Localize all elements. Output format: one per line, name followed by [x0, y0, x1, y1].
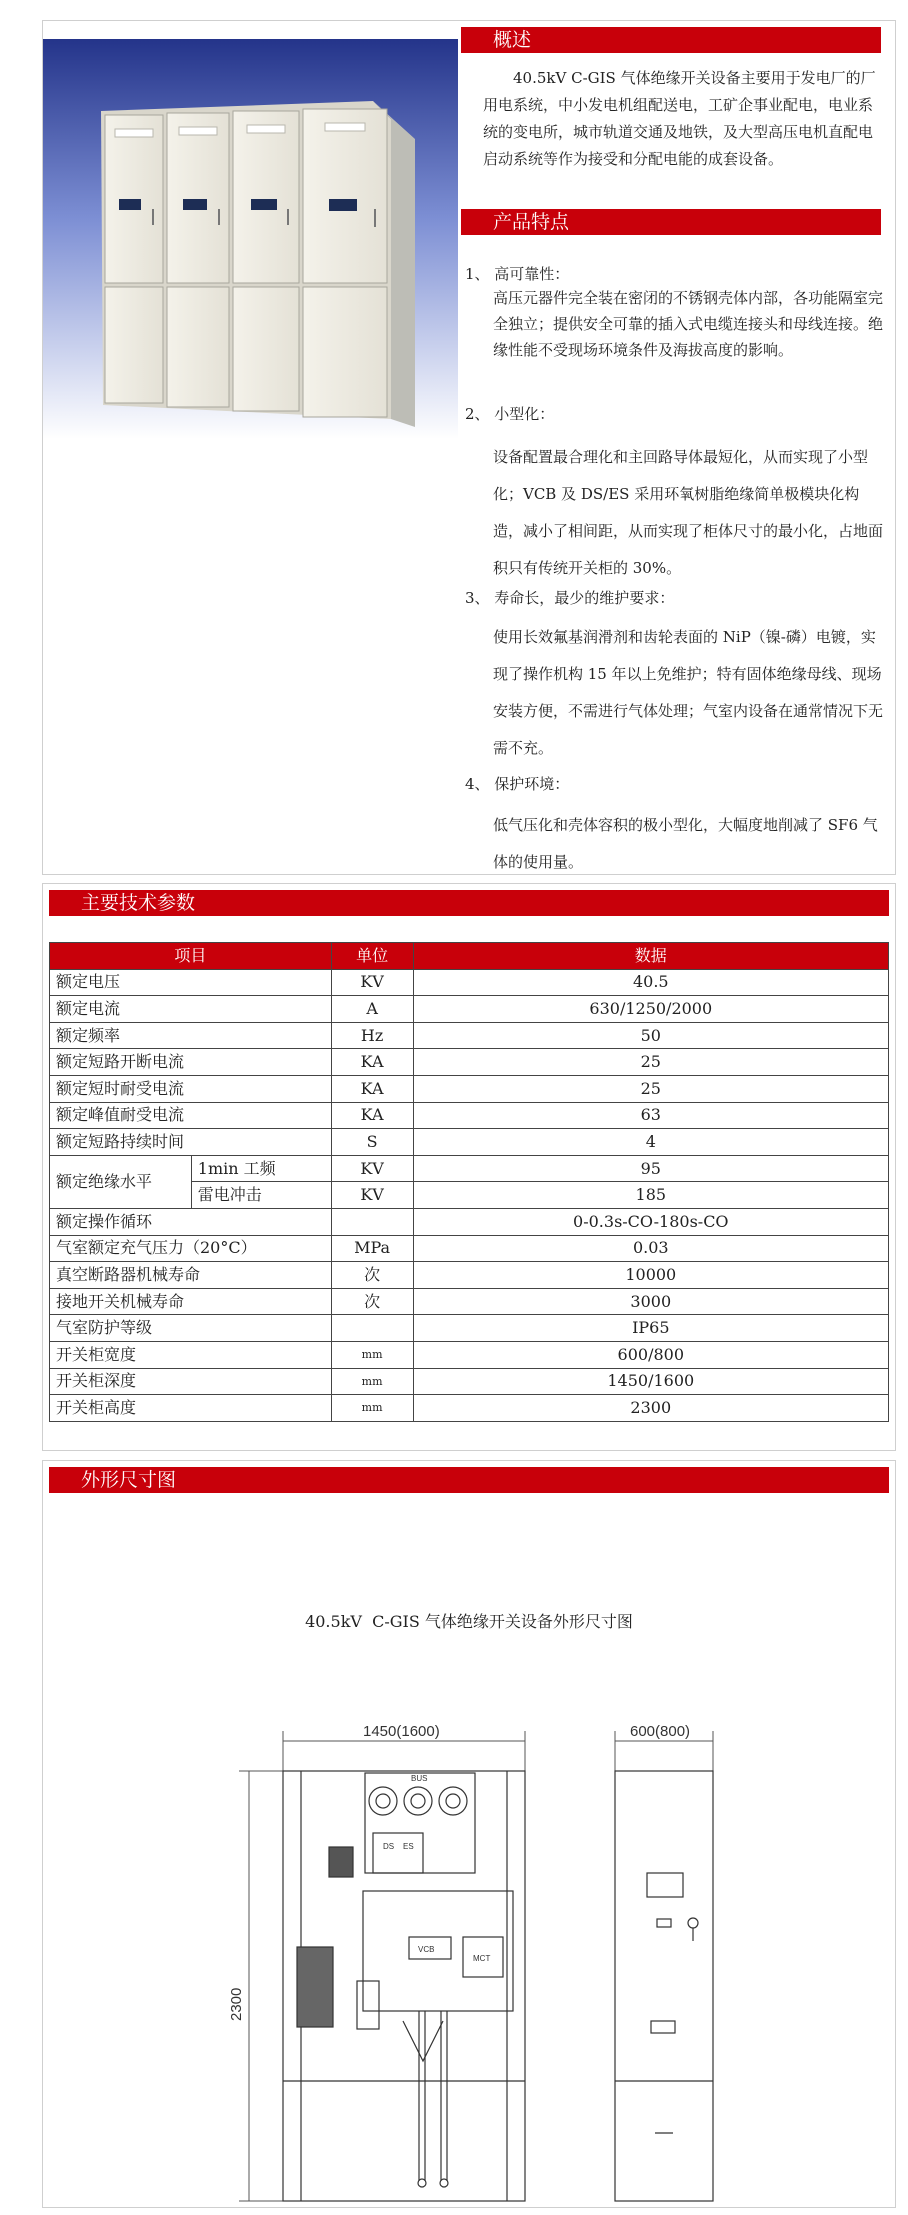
row-name: 额定操作循环	[50, 1208, 332, 1235]
table-row	[50, 969, 889, 996]
row-name: 开关柜宽度	[50, 1341, 332, 1368]
table-header-row	[50, 943, 889, 970]
row-unit: KA	[331, 1049, 413, 1076]
cabinet-group	[101, 101, 415, 427]
row-name: 额定电流	[50, 996, 332, 1023]
table-row	[50, 1395, 889, 1422]
row-name: 气室额定充气压力（20°C）	[50, 1235, 332, 1262]
table-row	[50, 1368, 889, 1395]
row-name: 开关柜高度	[50, 1395, 332, 1422]
feature-4-title: 4、 保护环境：	[465, 775, 570, 793]
table-row	[50, 1208, 889, 1235]
table-row	[50, 1235, 889, 1262]
row-name: 额定绝缘水平	[50, 1155, 192, 1208]
row-name: 额定频率	[50, 1022, 332, 1049]
row-value: 25	[413, 1049, 888, 1076]
table-row	[50, 1155, 889, 1182]
row-unit: mm	[331, 1395, 413, 1422]
row-name: 额定短时耐受电流	[50, 1075, 332, 1102]
feature-4-text: 低气压化和壳体容积的极小型化，大幅度地削减了 SF6 气体的使用量。	[493, 816, 878, 871]
row-value: 50	[413, 1022, 888, 1049]
side-view	[283, 1771, 525, 2201]
row-value: 3000	[413, 1288, 888, 1315]
table-row	[50, 996, 889, 1023]
table-row	[50, 1262, 889, 1289]
row-value: 25	[413, 1075, 888, 1102]
specs-section	[42, 883, 896, 1451]
row-name: 开关柜深度	[50, 1368, 332, 1395]
table-row	[50, 1315, 889, 1342]
row-value: 63	[413, 1102, 888, 1129]
drawing-title: 40.5kV C-GIS 气体绝缘开关设备外形尺寸图	[305, 1612, 633, 1631]
row-unit	[331, 1208, 413, 1235]
mct-label: MCT	[473, 1954, 491, 1963]
row-unit: 次	[331, 1262, 413, 1289]
header-unit: 单位	[331, 943, 413, 970]
row-value: 4	[413, 1129, 888, 1156]
vcb-label: VCB	[418, 1945, 435, 1954]
feature-1-text: 高压元器件完全装在密闭的不锈钢壳体内部，各功能隔室完全独立；提供安全可靠的插入式电缆连接头和母线连接。绝缘性能不受现场环境条件及海拔高度的影响。	[493, 289, 884, 359]
table-row	[50, 1341, 889, 1368]
overview-header: 概述	[461, 27, 881, 53]
row-name: 额定短路持续时间	[50, 1129, 332, 1156]
ds-label: DS	[383, 1842, 395, 1851]
spec-table	[49, 942, 889, 1422]
row-unit: KV	[331, 1155, 413, 1182]
es-label: ES	[403, 1842, 414, 1851]
row-unit: KA	[331, 1075, 413, 1102]
row-name: 额定峰值耐受电流	[50, 1102, 332, 1129]
features-header: 产品特点	[461, 209, 881, 235]
bus-label: BUS	[411, 1774, 428, 1783]
row-value: IP65	[413, 1315, 888, 1342]
feature-3-text: 使用长效氟基润滑剂和齿轮表面的 NiP（镍-磷）电镀，实现了操作机构 15 年以上免维护；特有固体绝缘母线、现场安装方便，不需进行气体处理；气室内设备在通常情况下无需不充。	[493, 628, 884, 757]
width-label: 600(800)	[630, 1723, 691, 1740]
table-row	[50, 1075, 889, 1102]
overview-text: 40.5kV C-GIS 气体绝缘开关设备主要用于发电厂的厂用电系统，中小发电机组配送电，工矿企事业配电，电业系统的变电所，城市轨道交通及地铁，及大型高压电机直配电启动系统等作为接受和分配电能的成套设备。	[483, 69, 876, 168]
table-row	[50, 1129, 889, 1156]
row-unit: mm	[331, 1368, 413, 1395]
row-name: 气室防护等级	[50, 1315, 332, 1342]
table-row	[50, 1049, 889, 1076]
row-value: 10000	[413, 1262, 888, 1289]
dimensions-section	[42, 1460, 896, 2208]
row-unit: mm	[331, 1341, 413, 1368]
feature-2-title: 2、 小型化：	[465, 405, 555, 423]
row-unit: S	[331, 1129, 413, 1156]
header-value: 数据	[413, 943, 888, 970]
row-value: 0.03	[413, 1235, 888, 1262]
row-name: 额定电压	[50, 969, 332, 996]
feature-3-title: 3、 寿命长，最少的维护要求：	[465, 589, 675, 607]
row-unit: 次	[331, 1288, 413, 1315]
table-row	[50, 1022, 889, 1049]
row-name: 接地开关机械寿命	[50, 1288, 332, 1315]
row-value: 630/1250/2000	[413, 996, 888, 1023]
table-row	[50, 1102, 889, 1129]
row-subname: 1min 工频	[191, 1155, 331, 1182]
row-unit: MPa	[331, 1235, 413, 1262]
table-row	[50, 1288, 889, 1315]
row-unit: KV	[331, 1182, 413, 1209]
feature-2-text: 设备配置最合理化和主回路导体最短化，从而实现了小型化；VCB 及 DS/ES 采用环氧树脂绝缘简单极模块化构造，减小了相间距，从而实现了柜体尺寸的最小化，占地面积只有传统开关柜的 30%。	[493, 448, 884, 577]
header-item: 项目	[50, 943, 332, 970]
specs-header: 主要技术参数	[49, 890, 889, 916]
front-view	[615, 1771, 713, 2201]
row-unit: Hz	[331, 1022, 413, 1049]
row-value: 95	[413, 1155, 888, 1182]
row-name: 额定短路开断电流	[50, 1049, 332, 1076]
row-name: 真空断路器机械寿命	[50, 1262, 332, 1289]
row-value: 1450/1600	[413, 1368, 888, 1395]
product-photo	[43, 39, 458, 439]
intro-section	[42, 20, 896, 875]
dimensions-header: 外形尺寸图	[49, 1467, 889, 1493]
row-value: 0-0.3s-CO-180s-CO	[413, 1208, 888, 1235]
height-label: 2300	[228, 1987, 245, 2021]
row-value: 2300	[413, 1395, 888, 1422]
row-unit: KA	[331, 1102, 413, 1129]
row-unit: KV	[331, 969, 413, 996]
dimension-drawing	[43, 1461, 895, 2207]
row-value: 40.5	[413, 969, 888, 996]
row-value: 185	[413, 1182, 888, 1209]
row-unit	[331, 1315, 413, 1342]
row-value: 600/800	[413, 1341, 888, 1368]
feature-1-title: 1、 高可靠性：	[465, 265, 570, 283]
depth-label: 1450(1600)	[363, 1723, 440, 1740]
row-subname: 雷电冲击	[191, 1182, 331, 1209]
row-unit: A	[331, 996, 413, 1023]
